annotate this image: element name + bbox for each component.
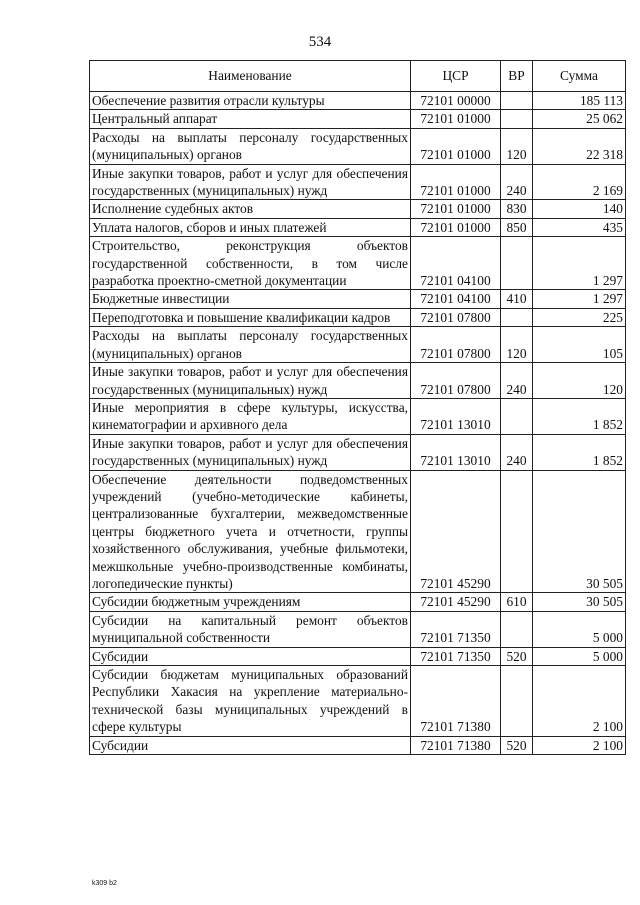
cell-vr: 410 (501, 290, 533, 308)
header-sum: Сумма (533, 61, 626, 92)
table-row (90, 237, 626, 290)
cell-csr: 72101 01000 (411, 110, 501, 128)
cell-csr: 72101 04100 (411, 237, 501, 290)
cell-sum: 5 000 (533, 611, 626, 647)
table-row (90, 218, 626, 236)
cell-sum: 30 505 (533, 470, 626, 593)
cell-name: Расходы на выплаты персоналу государственных (муниципальных) органов (90, 128, 411, 164)
cell-sum: 22 318 (533, 128, 626, 164)
cell-name: Субсидии на капитальный ремонт объектов муниципальной собственности (90, 611, 411, 647)
cell-vr: 520 (501, 736, 533, 754)
cell-vr (501, 666, 533, 737)
cell-csr: 72101 00000 (411, 92, 501, 110)
cell-name: Строительство, реконструкция объектов государственной собственности, в том числе разработка проектно-сметной документации (90, 237, 411, 290)
header-vr: ВР (501, 61, 533, 92)
cell-name: Субсидии бюджетным учреждениям (90, 593, 411, 611)
cell-sum: 1 297 (533, 290, 626, 308)
cell-csr: 72101 13010 (411, 398, 501, 434)
cell-csr: 72101 01000 (411, 128, 501, 164)
cell-csr: 72101 71350 (411, 611, 501, 647)
header-name: Наименование (90, 61, 411, 92)
cell-csr: 72101 07800 (411, 327, 501, 363)
cell-name: Расходы на выплаты персоналу государственных (муниципальных) органов (90, 327, 411, 363)
cell-sum: 185 113 (533, 92, 626, 110)
cell-sum: 30 505 (533, 593, 626, 611)
table-row (90, 327, 626, 363)
table-row (90, 434, 626, 470)
cell-vr (501, 237, 533, 290)
cell-name: Уплата налогов, сборов и иных платежей (90, 218, 411, 236)
cell-csr: 72101 07800 (411, 363, 501, 399)
table-row (90, 164, 626, 200)
cell-sum: 105 (533, 327, 626, 363)
table-row (90, 308, 626, 326)
cell-name: Субсидии (90, 736, 411, 754)
cell-vr (501, 110, 533, 128)
cell-vr: 240 (501, 164, 533, 200)
table-row (90, 470, 626, 593)
header-row (90, 61, 626, 92)
cell-sum: 120 (533, 363, 626, 399)
cell-sum: 140 (533, 200, 626, 218)
cell-sum: 1 852 (533, 398, 626, 434)
cell-name: Субсидии (90, 647, 411, 665)
cell-csr: 72101 04100 (411, 290, 501, 308)
cell-name: Иные закупки товаров, работ и услуг для обеспечения государственных (муниципальных) нужд (90, 164, 411, 200)
cell-vr: 120 (501, 327, 533, 363)
cell-vr (501, 92, 533, 110)
table-row (90, 398, 626, 434)
cell-vr (501, 398, 533, 434)
cell-sum: 1 297 (533, 237, 626, 290)
table-row (90, 666, 626, 737)
footer-code: k309 b2 (92, 880, 117, 887)
cell-name: Иные мероприятия в сфере культуры, искусства, кинематографии и архивного дела (90, 398, 411, 434)
cell-sum: 1 852 (533, 434, 626, 470)
table-row (90, 290, 626, 308)
cell-csr: 72101 71380 (411, 736, 501, 754)
cell-vr: 120 (501, 128, 533, 164)
cell-csr: 72101 13010 (411, 434, 501, 470)
table-row (90, 200, 626, 218)
cell-csr: 72101 45290 (411, 593, 501, 611)
cell-vr: 850 (501, 218, 533, 236)
cell-vr: 240 (501, 363, 533, 399)
table-row (90, 92, 626, 110)
cell-vr: 240 (501, 434, 533, 470)
cell-name: Центральный аппарат (90, 110, 411, 128)
cell-csr: 72101 01000 (411, 200, 501, 218)
cell-name: Обеспечение развития отрасли культуры (90, 92, 411, 110)
cell-sum: 435 (533, 218, 626, 236)
cell-csr: 72101 07800 (411, 308, 501, 326)
table-row (90, 110, 626, 128)
table-row (90, 128, 626, 164)
cell-name: Переподготовка и повышение квалификации кадров (90, 308, 411, 326)
table-row (90, 593, 626, 611)
cell-csr: 72101 45290 (411, 470, 501, 593)
cell-name: Иные закупки товаров, работ и услуг для обеспечения государственных (муниципальных) нужд (90, 434, 411, 470)
cell-csr: 72101 71380 (411, 666, 501, 737)
table-row (90, 647, 626, 665)
table-row (90, 363, 626, 399)
cell-sum: 2 100 (533, 666, 626, 737)
cell-name: Субсидии бюджетам муниципальных образований Республики Хакасия на укрепление материально-технической базы муниципальных учреждений в сфере культуры (90, 666, 411, 737)
cell-csr: 72101 01000 (411, 218, 501, 236)
budget-table (89, 60, 626, 755)
cell-sum: 25 062 (533, 110, 626, 128)
cell-csr: 72101 01000 (411, 164, 501, 200)
cell-vr: 520 (501, 647, 533, 665)
page-number: 534 (308, 34, 332, 50)
cell-sum: 5 000 (533, 647, 626, 665)
cell-name: Обеспечение деятельности подведомственных учреждений (учебно-методические кабинеты, централизованные бухгалтерии, межведомственные центры бюджетного учета и отчетности, группы хозяйственного обслуживания, учебные фильмотеки, межшкольные учебно-производственные комбинаты, логопедические пункты) (90, 470, 411, 593)
cell-vr (501, 308, 533, 326)
cell-sum: 2 169 (533, 164, 626, 200)
cell-sum: 225 (533, 308, 626, 326)
cell-sum: 2 100 (533, 736, 626, 754)
cell-name: Иные закупки товаров, работ и услуг для обеспечения государственных (муниципальных) нужд (90, 363, 411, 399)
cell-vr: 830 (501, 200, 533, 218)
cell-vr: 610 (501, 593, 533, 611)
table-row (90, 611, 626, 647)
cell-vr (501, 611, 533, 647)
cell-name: Бюджетные инвестиции (90, 290, 411, 308)
cell-name: Исполнение судебных актов (90, 200, 411, 218)
cell-csr: 72101 71350 (411, 647, 501, 665)
cell-vr (501, 470, 533, 593)
header-csr: ЦСР (411, 61, 501, 92)
table-row (90, 736, 626, 754)
